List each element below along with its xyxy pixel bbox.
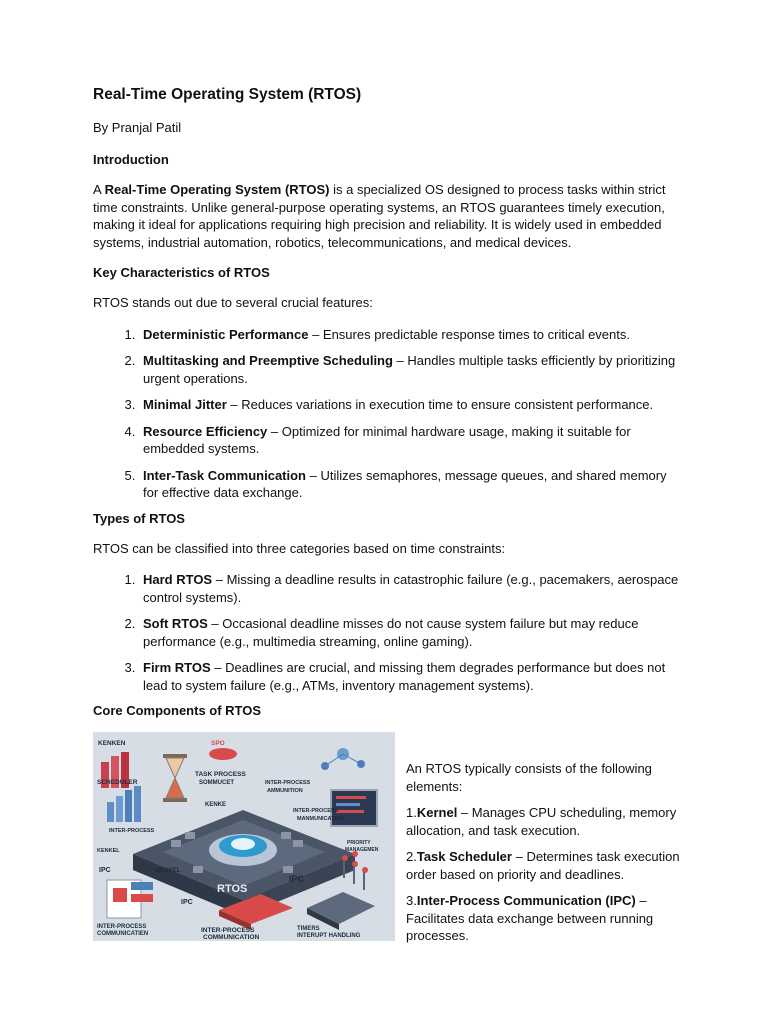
intro-bold-term: Real-Time Operating System (RTOS) [104,182,330,197]
label-communication-left-1: INTER-PROCESS [97,924,147,930]
list-item-term: Deterministic Performance [143,326,309,342]
list-item-desc: – Optimized for minimal hardware usage, making it suitable for embedded systems. [143,423,631,456]
label-priority: PRIORITY [347,840,371,846]
label-timers: TIMERS [297,926,320,932]
introduction-paragraph [93,181,683,251]
characteristics-list [93,326,683,502]
list-item-desc: – Handles multiple tasks efficiently by prioritizing urgent operations. [143,353,676,386]
red-button-icon [209,748,237,760]
component-item [406,892,691,945]
intro-text: is a specialized OS designed to process tasks within strict time constraints. Unlike general-purpose operating systems, an RTOS guarantees timely execution, making it ideal for applications requiring high precision and reliability. It is widely used in embedded systems, industrial automation, robotics, telecommunications, and medical devices. [93,182,666,250]
label-ipc-center: IPC [181,899,193,906]
component-number: 3. [406,893,417,908]
list-item-desc: – Occasional deadline misses do not cause system failure but may reduce performance (e.g., multimedia streaming, online gaming). [143,616,639,649]
label-managemen: MANAGEMEN [345,847,379,853]
list-item [139,326,683,344]
list-item-desc: – Reduces variations in execution time to ensure consistent performance. [226,397,654,412]
types-intro: RTOS can be classified into three categories based on time constraints: [93,540,506,556]
list-item-desc: – Ensures predictable response times to critical events. [308,326,630,342]
rtos-illustration [93,732,395,941]
label-spo: SPO [211,740,225,747]
core-components-text [406,760,691,954]
list-item [139,659,683,694]
list-item-desc: – Missing a deadline results in catastrophic failure (e.g., pacemakers, aerospace control systems). [143,572,679,605]
component-term: Inter-Process Communication (IPC) [416,893,636,908]
list-item-desc: – Deadlines are crucial, and missing them degrades performance but does not lead to system failure (e.g., ATMs, inventory management systems). [143,660,666,693]
label-menkel: MENKEL [155,868,181,874]
list-item [139,423,683,458]
label-kenken: KENKEN [98,740,126,747]
label-communication-center-1: INTER-PROCESS [201,927,255,934]
core-components-intro: An RTOS typically consists of the following elements: [406,761,652,794]
document-title: Real-Time Operating System (RTOS) [93,86,362,103]
types-heading: Types of RTOS [93,510,185,526]
characteristics-intro: RTOS stands out due to several crucial features: [93,295,373,310]
component-term: Task Scheduler [416,849,512,864]
list-item-term: Firm RTOS [143,660,211,675]
component-desc: – Manages CPU scheduling, memory allocation, and task execution. [406,805,677,838]
label-manmunication: MANMUNICATION [297,816,345,822]
list-item [139,396,683,414]
label-communication-center-2: COMMUNICATION [203,934,260,941]
component-term: Kernel [416,805,458,820]
label-ammunition: AMMUNITION [267,788,303,794]
component-item [406,804,691,839]
list-item-term: Hard RTOS [143,572,213,587]
component-desc: – Facilitates data exchange between running processes. [406,893,654,943]
types-list [93,571,683,694]
label-interrupt-handling: INTERUPT HANDLING [297,933,361,939]
author-line: By Pranjal Patil [93,120,182,135]
list-item [139,352,683,387]
label-ipc-left: IPC [99,867,111,874]
label-kenke: KENKE [205,802,227,808]
list-item-desc: – Utilizes semaphores, message queues, and shared memory for effective data exchange. [143,467,667,500]
core-components-heading: Core Components of RTOS [93,703,262,718]
list-item-term: Inter-Task Communication [143,467,307,483]
label-ipc-chip: IPC [289,874,305,884]
core-components-section [93,732,683,962]
component-number: 1. [406,805,417,820]
list-item [139,467,683,502]
label-inter-process-left: INTER-PROCESS [109,828,155,834]
document-page [93,86,683,962]
label-communication-left-2: COMMUNICATIEN [97,931,149,937]
label-task-process: TASK PROCESS [195,771,246,778]
label-scheduler: SCHEDULER [97,779,138,786]
intro-prefix: A [93,182,105,197]
list-item [139,615,683,650]
characteristics-heading: Key Characteristics of RTOS [93,265,270,280]
label-inter-process-right: INTER-PROCESS [293,808,339,814]
introduction-heading: Introduction [93,152,169,167]
label-inter-process-top: INTER-PROCESS [265,780,311,786]
label-sommucet: SOMMUCET [199,780,234,786]
list-item [139,571,683,606]
component-item [406,848,691,883]
component-number: 2. [406,849,417,864]
list-item-term: Resource Efficiency [143,423,268,439]
component-desc: – Determines task execution order based on priority and deadlines. [406,849,680,882]
label-kenkel: KENKEL [97,848,120,854]
list-item-term: Soft RTOS [143,616,208,631]
label-rtos: RTOS [217,883,248,895]
rtos-illustration-svg [93,732,395,941]
list-item-term: Minimal Jitter [143,397,227,412]
list-item-term: Multitasking and Preemptive Scheduling [143,353,393,368]
